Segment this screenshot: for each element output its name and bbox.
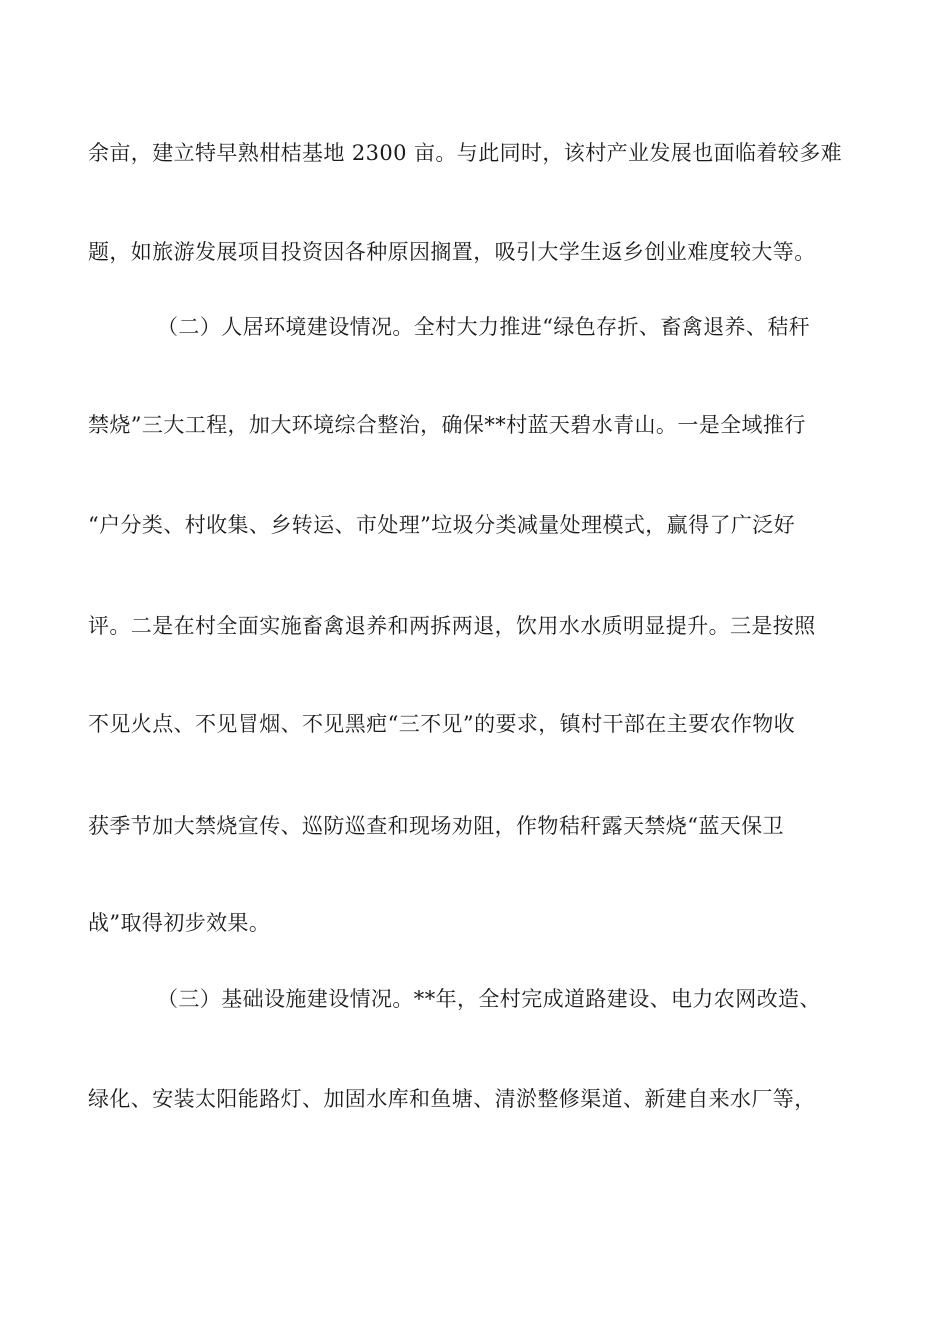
text-line: 评。二是在村全面实施畜禽退养和两拆两退，饮用水水质明显提升。三是按照 — [88, 614, 816, 638]
text-line: 不见火点、不见冒烟、不见黑疤“三不见”的要求，镇村干部在主要农作物收 — [88, 712, 796, 736]
text-line: 余亩，建立特早熟柑桔基地 2300 亩。与此同时，该村产业发展也面临着较多难 — [88, 141, 842, 165]
text-line: 获季节加大禁烧宣传、巡防巡查和现场劝阻，作物秸秆露天禁烧“蓝天保卫 — [88, 814, 784, 838]
text-line: 战”取得初步效果。 — [88, 911, 271, 935]
text-line: “户分类、村收集、乡转运、市处理”垃圾分类减量处理模式，赢得了广泛好 — [88, 513, 796, 537]
text-line: 绿化、安装太阳能路灯、加固水库和鱼塘、清淤整修渠道、新建自来水厂等， — [88, 1087, 816, 1111]
text-line: 禁烧”三大工程，加大环境综合整治，确保**村蓝天碧水青山。一是全域推行 — [88, 413, 806, 437]
paragraph-heading-3: （三）基础设施建设情况。**年，全村完成道路建设、电力农网改造、 — [157, 987, 821, 1011]
text-line: 题，如旅游发展项目投资因各种原因搁置，吸引大学生返乡创业难度较大等。 — [88, 240, 816, 264]
paragraph-heading-2: （二）人居环境建设情况。全村大力推进“绿色存折、畜禽退养、秸秆 — [157, 315, 811, 339]
